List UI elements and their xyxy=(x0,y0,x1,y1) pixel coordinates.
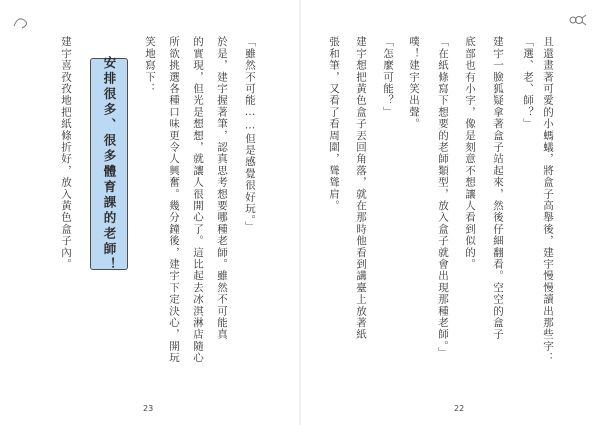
text-column: 建宇喜孜孜地把紙條折好，放入黃色盒子內。 xyxy=(60,36,72,270)
callout-text: 安排很多、很多體育課的老師！ xyxy=(102,55,117,273)
callout-box xyxy=(90,55,128,273)
text-column: 笑地寫下： xyxy=(144,36,156,95)
text-column: 張和筆，又看了看周圍，聳聳肩。 xyxy=(328,36,340,212)
text-column: 底部也有小字，像是刻意不想讓人看到似的。 xyxy=(464,36,476,270)
text-column: 噗！建宇笑出聲。 xyxy=(408,36,420,130)
page-gutter xyxy=(299,0,301,425)
text-column: 建宇想把黃色盒子丟回角落，就在那時他看到講臺上放著紙 xyxy=(355,36,367,341)
text-column: 所欲挑選各種口味更令人興奮。幾分鐘後，建宇下定決心，開玩 xyxy=(168,36,180,364)
text-column: 且還畫著可愛的小螞蟻，將盒子高舉後，建宇慢慢讀出那些字： xyxy=(542,36,554,364)
doodle-icon xyxy=(10,12,32,32)
text-column: 「雖然不可能……但是感覺很好玩。」 xyxy=(244,36,256,233)
text-column: 的實現，但光是想想，就讓人很開心了。這比起去冰淇淋店隨心 xyxy=(192,36,204,364)
ant-doodle-icon xyxy=(566,10,588,30)
text-column: 「選、老、師？」 xyxy=(522,36,534,130)
text-column: 「在紙條寫下想要的老師類型，放入盒子就會出現那種老師。」 xyxy=(437,36,449,359)
text-column: 「怎麼可能？」 xyxy=(382,36,394,118)
page-number: 23 xyxy=(143,404,154,413)
text-column: 於是，建宇握著筆，認真思考想要哪種老師。雖然不可能真 xyxy=(216,36,228,341)
page-number: 22 xyxy=(454,404,465,413)
text-column: 建宇一臉狐疑拿著盒子站起來，然後仔細翻看。空空的盒子 xyxy=(492,36,504,341)
